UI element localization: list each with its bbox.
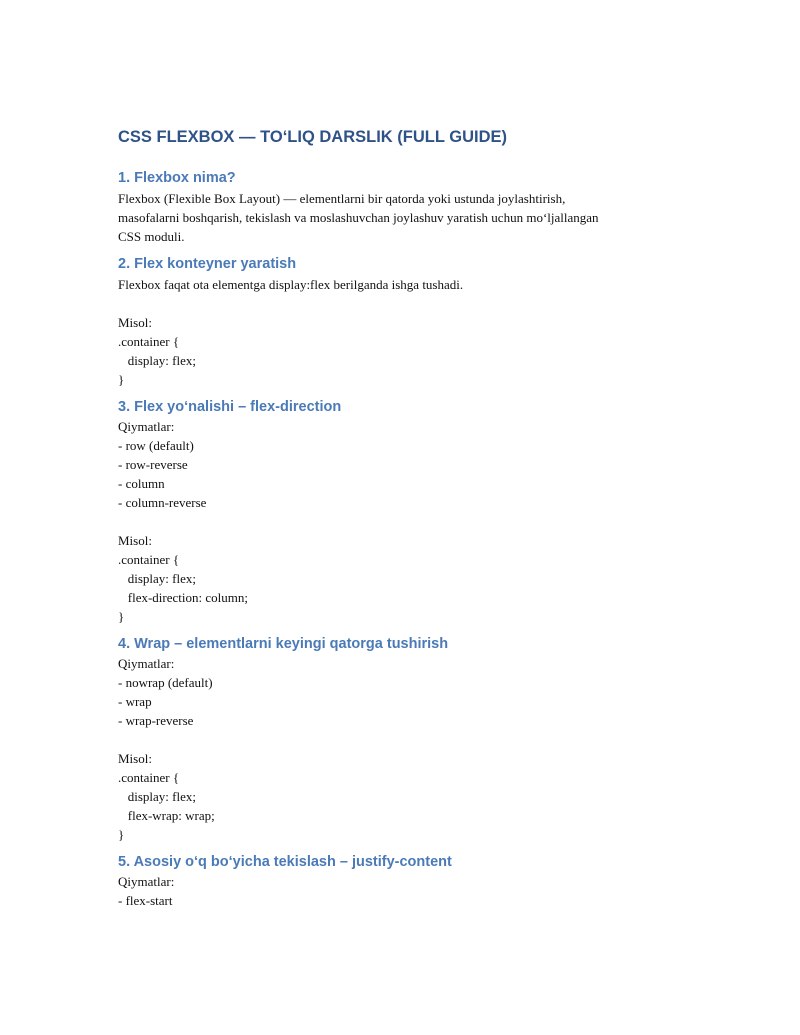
- document-body: [118, 118, 688, 910]
- paragraph-line: Flexbox faqat ota elementga display:flex berilganda ishga tushadi.: [118, 277, 464, 292]
- list-item: - wrap-reverse: [118, 713, 194, 728]
- list-item: - column-reverse: [118, 495, 207, 510]
- list-item: - row (default): [118, 438, 194, 453]
- blank-line: [118, 294, 688, 313]
- code-line: display: flex;: [118, 789, 196, 804]
- blank-line: [118, 730, 688, 749]
- section-gap: [118, 844, 688, 852]
- section-gap: [118, 246, 688, 254]
- code-line: display: flex;: [118, 571, 196, 586]
- paragraph-line: masofalarni boshqarish, tekislash va moslashuvchan joylashuv yaratish uchun mo‘ljallangan: [118, 210, 599, 225]
- list-item: - flex-start: [118, 893, 173, 908]
- section-heading: 5. Asosiy o‘q bo‘yicha tekislash – justify-content: [118, 854, 452, 870]
- values-label: Qiymatlar:: [118, 656, 175, 671]
- code-line: .container {: [118, 552, 180, 567]
- paragraph-line: Flexbox (Flexible Box Layout) — elementlarni bir qatorda yoki ustunda joylashtirish,: [118, 191, 566, 206]
- section-heading: 1. Flexbox nima?: [118, 170, 236, 186]
- example-label: Misol:: [118, 533, 152, 548]
- section-flex-direction: [118, 397, 688, 626]
- section-flexbox-nima: [118, 168, 688, 246]
- paragraph-line: CSS moduli.: [118, 229, 185, 244]
- section-heading: 4. Wrap – elementlarni keyingi qatorga tushirish: [118, 636, 449, 652]
- code-line: flex-direction: column;: [118, 590, 248, 605]
- example-label: Misol:: [118, 315, 152, 330]
- section-justify-content: [118, 852, 688, 910]
- values-label: Qiymatlar:: [118, 874, 175, 889]
- section-gap: [118, 389, 688, 397]
- section-heading: 2. Flex konteyner yaratish: [118, 256, 297, 272]
- values-label: Qiymatlar:: [118, 419, 175, 434]
- section-flex-konteyner: [118, 254, 688, 389]
- blank-line: [118, 512, 688, 531]
- section-gap: [118, 626, 688, 634]
- code-line: .container {: [118, 770, 180, 785]
- code-line: }: [118, 372, 125, 387]
- list-item: - row-reverse: [118, 457, 188, 472]
- list-item: - nowrap (default): [118, 675, 213, 690]
- example-label: Misol:: [118, 751, 152, 766]
- list-item: - column: [118, 476, 165, 491]
- code-line: flex-wrap: wrap;: [118, 808, 215, 823]
- code-line: }: [118, 827, 125, 842]
- list-item: - wrap: [118, 694, 152, 709]
- code-line: display: flex;: [118, 353, 196, 368]
- section-flex-wrap: [118, 634, 688, 844]
- code-line: .container {: [118, 334, 180, 349]
- document-title: CSS FLEXBOX — TO‘LIQ DARSLIK (FULL GUIDE): [118, 128, 507, 146]
- code-line: }: [118, 609, 125, 624]
- section-heading: 3. Flex yo‘nalishi – flex-direction: [118, 399, 342, 415]
